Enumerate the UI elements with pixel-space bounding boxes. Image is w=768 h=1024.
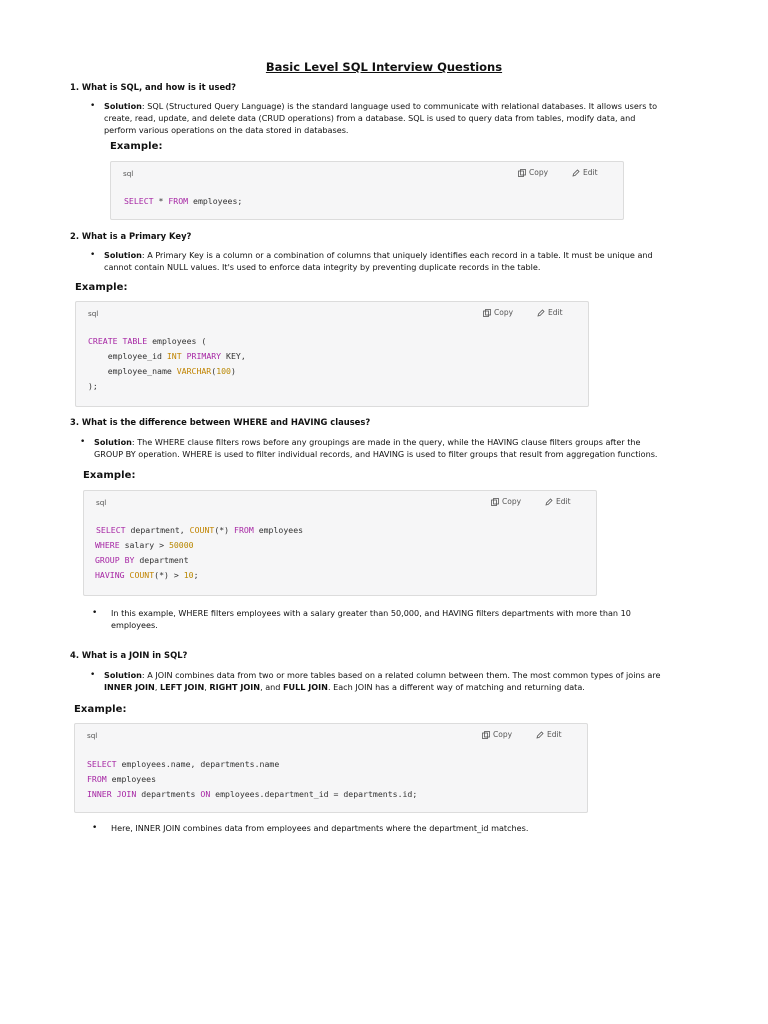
code-line: HAVING COUNT(*) > 10;: [95, 570, 199, 580]
bullet-icon: •: [80, 437, 86, 447]
copy-icon: [482, 731, 490, 739]
join-type: RIGHT JOIN: [209, 682, 261, 693]
edit-icon: [537, 309, 545, 317]
code-line: INNER JOIN departments ON employees.department_id = departments.id;: [87, 789, 418, 799]
copy-button[interactable]: [491, 497, 521, 506]
note-text: In this example, WHERE filters employees with a salary greater than 50,000, and HAVING filters departments with more than 10: [111, 608, 631, 618]
copy-button[interactable]: [483, 308, 513, 317]
question-1-solution: [90, 100, 710, 140]
join-type: FULL JOIN: [283, 682, 328, 693]
document-title: Basic Level SQL Interview Questions: [265, 60, 503, 74]
code-block-3: [83, 490, 597, 596]
edit-icon: [536, 731, 544, 739]
bullet-icon: •: [92, 608, 98, 618]
copy-button[interactable]: [482, 730, 512, 739]
join-type: INNER JOIN: [104, 682, 155, 693]
solution-label: Solution: [104, 101, 142, 111]
question-4-heading: 4. What is a JOIN in SQL?: [70, 650, 188, 660]
solution-text: : A JOIN combines data from two or more tables based on a related column between them. The most common types of joins are: [141, 670, 661, 680]
edit-button-label: Edit: [547, 730, 562, 739]
code-line: employee_id INT PRIMARY KEY,: [88, 351, 246, 361]
solution-label: Solution: [94, 437, 132, 447]
solution-text: : The WHERE clause filters rows before any groupings are made in the query, while the HAVING clause filters groups after the: [131, 437, 641, 447]
edit-button-label: Edit: [556, 497, 571, 506]
code-language-label: sql: [87, 731, 98, 740]
solution-text: perform various operations on the data stored in databases.: [104, 125, 349, 136]
code-language-label: sql: [88, 309, 99, 318]
code-line: SELECT employees.name, departments.name: [87, 759, 280, 769]
copy-button-label: Copy: [502, 497, 522, 506]
question-3-note: [92, 607, 692, 635]
solution-label: Solution: [104, 670, 142, 680]
bullet-icon: •: [90, 101, 96, 111]
solution-label: Solution: [104, 250, 142, 260]
note-text: Here, INNER JOIN combines data from employees and departments where the department_id matches.: [111, 823, 529, 833]
note-text: employees.: [111, 620, 158, 631]
question-2-heading: 2. What is a Primary Key?: [70, 231, 192, 241]
code-line: employee_name VARCHAR(100): [88, 366, 236, 376]
copy-button[interactable]: [518, 168, 548, 177]
copy-button-label: Copy: [529, 168, 549, 177]
question-4-solution: [90, 669, 710, 697]
copy-button-label: Copy: [493, 730, 513, 739]
example-label: Example:: [110, 141, 163, 152]
solution-text-end: . Each JOIN has a different way of matching and returning data.: [327, 682, 585, 693]
code-line: SELECT department, COUNT(*) FROM employees: [96, 525, 304, 535]
code-line: FROM employees: [87, 774, 157, 784]
copy-icon: [483, 309, 491, 317]
edit-button-label: Edit: [548, 308, 563, 317]
solution-text: cannot contain NULL values. It's used to enforce data integrity by preventing duplicate records in the table.: [104, 262, 541, 273]
code-block-4: [74, 723, 588, 813]
edit-button[interactable]: [572, 168, 598, 177]
code-block-2: [75, 301, 589, 407]
bullet-icon: •: [90, 250, 96, 260]
edit-button[interactable]: [545, 497, 571, 506]
code-line: GROUP BY department: [95, 555, 189, 565]
separator: ,: [154, 682, 160, 693]
example-label: Example:: [75, 282, 128, 293]
solution-text: : A Primary Key is a column or a combination of columns that uniquely identifies each record in a table. It must be unique and: [141, 250, 653, 260]
solution-text: GROUP BY operation. WHERE is used to filter individual records, and HAVING is used to filter groups that result from aggregation functions.: [94, 449, 658, 460]
edit-icon: [545, 498, 553, 506]
code-block-1: [110, 161, 624, 220]
solution-text: : SQL (Structured Query Language) is the standard language used to communicate with relational databases. It allows users to: [141, 101, 658, 111]
copy-button-label: Copy: [494, 308, 514, 317]
copy-icon: [518, 169, 526, 177]
edit-icon: [572, 169, 580, 177]
bullet-icon: •: [92, 823, 98, 833]
copy-icon: [491, 498, 499, 506]
code-line: SELECT * FROM employees;: [124, 196, 243, 206]
question-3-solution: [80, 436, 720, 464]
join-type: LEFT JOIN: [159, 682, 205, 693]
question-2-solution: [90, 249, 710, 277]
code-language-label: sql: [123, 169, 134, 178]
example-label: Example:: [74, 704, 127, 715]
edit-button-label: Edit: [583, 168, 598, 177]
code-line: WHERE salary > 50000: [95, 540, 194, 550]
edit-button[interactable]: [537, 308, 563, 317]
question-1-heading: 1. What is SQL, and how is it used?: [70, 82, 236, 92]
code-line: CREATE TABLE employees (: [88, 336, 207, 346]
separator: , and: [260, 682, 284, 693]
edit-button[interactable]: [536, 730, 562, 739]
code-line: );: [88, 381, 98, 391]
code-language-label: sql: [96, 498, 107, 507]
question-3-heading: 3. What is the difference between WHERE and HAVING clauses?: [70, 417, 371, 427]
question-4-note: [92, 822, 692, 836]
solution-text: [104, 681, 660, 693]
separator: ,: [204, 682, 210, 693]
bullet-icon: •: [90, 670, 96, 680]
solution-text: create, read, update, and delete data (CRUD operations) from a database. SQL is used to query data from tables, modify data, and: [104, 113, 636, 124]
example-label: Example:: [83, 470, 136, 481]
